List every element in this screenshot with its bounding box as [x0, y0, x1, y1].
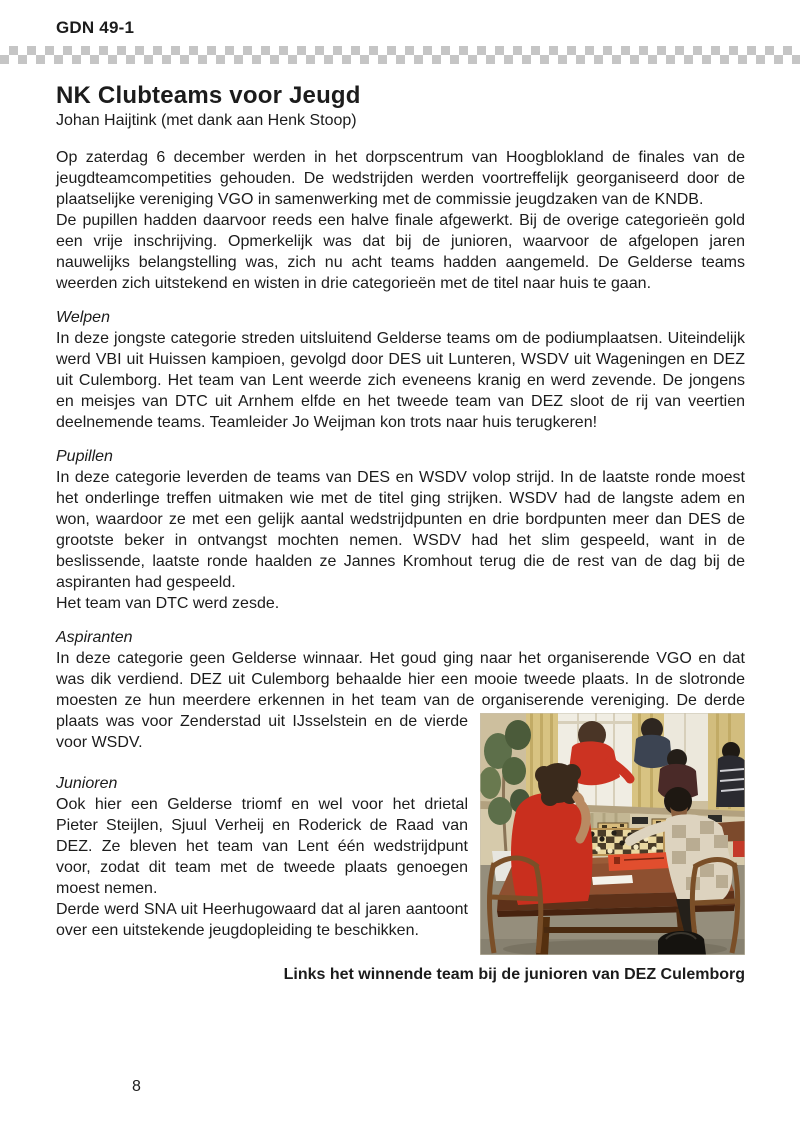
article-title: NK Clubteams voor Jeugd [56, 82, 361, 109]
aspiranten-text-before-photo: In deze categorie geen Gelderse winnaar. Het goud ging naar het organiserende VGO en dat was dik verdiend. DEZ uit Culemborg behaalde hier een mooie tweede plaats. In de slotronde moesten ze hun meerdere erkennen in het team van de organiserende [56, 650, 745, 709]
issue-header: GDN 49-1 [56, 18, 135, 37]
article-byline: Johan Haijtink (met dank aan Henk Stoop) [56, 112, 357, 129]
aspiranten-text-after-photo: vereniging. De derde plaats was voor Zenderstad uit IJsselstein en de vierde voor WSDV. [56, 692, 745, 751]
article [56, 82, 745, 985]
junioren-paragraph-1: Ook hier een Gelderse triomf en wel voor het drietal Pieter Steijlen, Sjuul Verheij en Roderick de Raad van DEZ. Ze bleven het team van Lent één wedstrijdpunt voor, zodat dit team met de tweede plaats genoegen moest nemen. [56, 796, 468, 897]
section-heading-junioren: Junioren [56, 775, 118, 792]
draughts-tournament-photo-illustration [480, 713, 745, 955]
photo-caption: Links het winnende team bij de junioren van DEZ Culemborg [283, 966, 745, 983]
checkerboard-divider [0, 46, 800, 64]
welpen-paragraph: In deze jongste categorie streden uitsluitend Gelderse teams om de podiumplaatsen. Uiteindelijk werd VBI uit Huissen kampioen, gevolgd door DES uit Lunteren, WSDV uit Wageningen en DEZ uit Culemborg. Het team van Lent weerde zich eveneens kranig en werd zevende. De jongens en meisjes van DTC uit Arnhem elfde en het tweede team van DEZ sloot de rij van veertien deelnemende teams. Teamleider Jo Weijman kon trots naar huis terugkeren! [56, 330, 745, 431]
pupillen-paragraph-1: In deze categorie leverden de teams van DES en WSDV volop strijd. In de laatste ronde moest het onderlinge treffen uitmaken wie met de titel ging strijken. WSDV had de langste adem en won, waardoor ze met een gelijk aantal wedstrijdpunten en drie bordpunten meer dan DES de grootste beker in ontvangst mochten nemen. WSDV had het slim gespeeld, want in de beslissende, laatste ronde haalden ze Jannes Kromhout terug die de rest van de dag bij de aspiranten had gespeeld. [56, 469, 745, 591]
pupillen-paragraph-2: Het team van DTC werd zesde. [56, 595, 280, 612]
section-heading-welpen: Welpen [56, 309, 110, 326]
section-heading-pupillen: Pupillen [56, 448, 113, 465]
section-heading-aspiranten: Aspiranten [56, 629, 133, 646]
tournament-photo [480, 713, 745, 955]
intro-paragraph-1: Op zaterdag 6 december werden in het dorpscentrum van Hoogblokland de finales van de jeugdteamcompetities gehouden. De wedstrijden werden voortreffelijk georganiseerd door de plaatselijke vereniging VGO in samenwerking met de commissie jeugdzaken van de KNDB. [56, 149, 745, 208]
aspiranten-paragraph [56, 648, 745, 753]
intro-paragraph-2: De pupillen hadden daarvoor reeds een halve finale afgewerkt. Bij de overige categorieën gold een vrije inschrijving. Opmerkelijk was dat bij de junioren, waarvoor de afgelopen jaren nauwelijks belangstelling was, zich nu acht teams hadden aangemeld. De Gelderse teams weerden zich uitstekend en wisten in drie categorieën met de titel naar huis te gaan. [56, 212, 745, 292]
page-number: 8 [132, 1078, 141, 1095]
junioren-paragraph-2: Derde werd SNA uit Heerhugowaard dat al jaren aantoont over een uitstekende jeugdopleiding te beschikken. [56, 901, 468, 939]
